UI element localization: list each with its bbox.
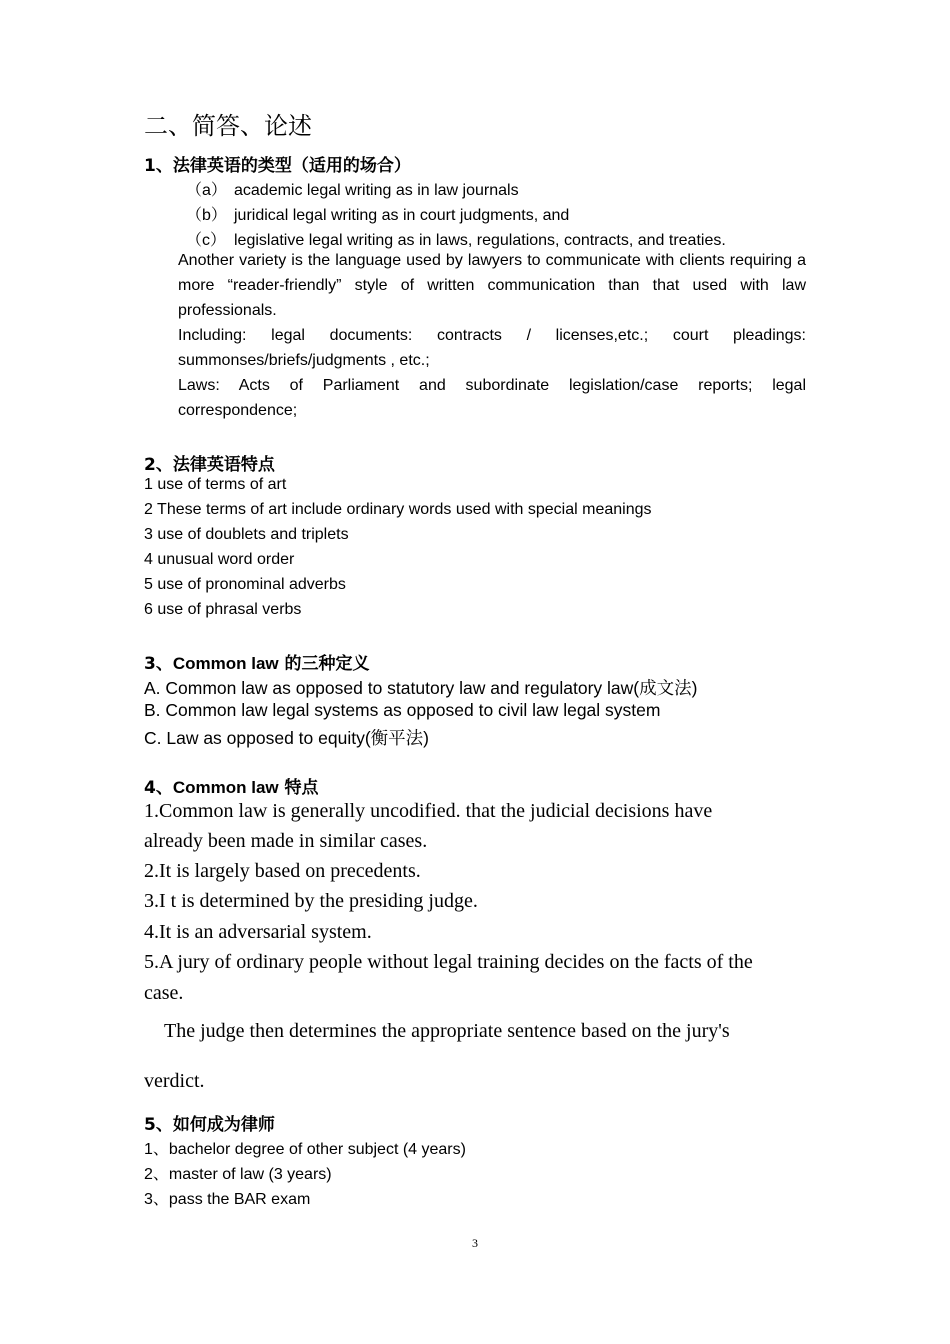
list-item: 3、pass the BAR exam [144, 1191, 311, 1208]
paragraph-laws: Laws: Acts of Parliament and subordinate legislation/case reports; legal correspondence; [178, 377, 806, 419]
list-item-text: academic legal writing as in law journals [234, 182, 519, 199]
main-heading: 二、简答、论述 [144, 112, 312, 140]
section-5-title: 5、如何成为律师 [144, 1115, 275, 1135]
section-3-title [144, 649, 370, 674]
section-4-term: Common law [172, 778, 279, 797]
feature-1-line-1: 1.Common law is generally uncodified. that the judicial decisions have [144, 800, 713, 822]
section-3-number: 3、 [144, 654, 173, 674]
section-1-title: 1、法律英语的类型（适用的场合） [144, 156, 411, 176]
list-item-text: legislative legal writing as in laws, regulations, contracts, and treaties. [234, 232, 726, 249]
judge-sentence-line-2: verdict. [144, 1070, 205, 1092]
list-item [186, 202, 569, 225]
definition-b: B. Common law legal systems as opposed to civil law legal system [144, 700, 661, 720]
list-item: 2、master of law (3 years) [144, 1166, 332, 1183]
list-item: 5 use of pronominal adverbs [144, 576, 346, 593]
definition-a: A. Common law as opposed to statutory law and regulatory law(成文法) [144, 678, 698, 698]
page-number: 3 [472, 1236, 478, 1250]
list-item-mark: （b） [186, 207, 227, 224]
list-item: 4 unusual word order [144, 551, 295, 568]
section-3-term: Common law [172, 654, 279, 673]
section-4-number: 4、 [144, 778, 173, 798]
list-item [186, 227, 726, 250]
section-3-suffix: 的三种定义 [278, 654, 370, 674]
list-item-text: juridical legal writing as in court judgments, and [234, 207, 570, 224]
feature-3: 3.I t is determined by the presiding judge. [144, 890, 478, 912]
list-item: 6 use of phrasal verbs [144, 601, 302, 618]
list-item: 3 use of doublets and triplets [144, 526, 349, 543]
feature-5-line-2: case. [144, 982, 184, 1004]
list-item: 1 use of terms of art [144, 476, 287, 493]
paragraph-variety: Another variety is the language used by lawyers to communicate with clients requiring a more “reader-friendly” style of written communication than that used with law professionals. [178, 252, 806, 319]
feature-4: 4.It is an adversarial system. [144, 921, 372, 943]
feature-2: 2.It is largely based on precedents. [144, 860, 421, 882]
section-4-title [144, 773, 319, 798]
list-item: 2 These terms of art include ordinary words used with special meanings [144, 501, 652, 518]
feature-5-line-1: 5.A jury of ordinary people without legal training decides on the facts of the [144, 951, 753, 973]
list-item [186, 177, 519, 200]
judge-sentence-line-1: The judge then determines the appropriate sentence based on the jury's [164, 1020, 730, 1042]
list-item-mark: （a） [186, 182, 227, 199]
list-item-mark: （c） [186, 232, 227, 249]
feature-1-line-2: already been made in similar cases. [144, 830, 428, 852]
paragraph-including: Including: legal documents: contracts / licenses,etc.; court pleadings: summonses/briefs/judgments , etc.; [178, 327, 806, 369]
section-4-suffix: 特点 [278, 778, 319, 798]
list-item: 1、bachelor degree of other subject (4 years) [144, 1141, 466, 1158]
section-2-title: 2、法律英语特点 [144, 455, 275, 475]
definition-c: C. Law as opposed to equity(衡平法) [144, 728, 429, 748]
